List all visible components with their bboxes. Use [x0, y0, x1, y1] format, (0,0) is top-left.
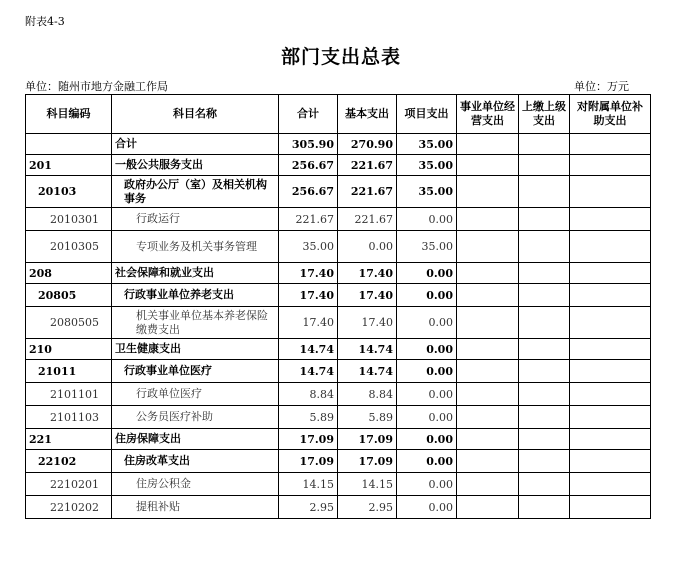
table-row: [26, 473, 651, 496]
total-cell: 17.40: [279, 307, 338, 339]
col-header-name: 科目名称: [112, 95, 279, 134]
name-cell: 行政事业单位养老支出: [112, 284, 279, 307]
project-cell: 35.00: [397, 176, 457, 208]
project-cell: 0.00: [397, 406, 457, 429]
remit-cell: [519, 339, 570, 360]
business-cell: [457, 339, 519, 360]
total-cell: 305.90: [279, 134, 338, 155]
col-header-remit: 上缴上级支出: [519, 95, 570, 134]
name-cell: 行政单位医疗: [112, 383, 279, 406]
subsidy-cell: [570, 176, 651, 208]
code-cell: 2080505: [26, 307, 112, 339]
total-cell: 14.74: [279, 339, 338, 360]
code-cell: 2010305: [26, 231, 112, 263]
code-cell: 20103: [26, 176, 112, 208]
name-cell: 专项业务及机关事务管理: [112, 231, 279, 263]
basic-cell: 221.67: [338, 208, 397, 231]
subsidy-cell: [570, 208, 651, 231]
project-cell: 35.00: [397, 231, 457, 263]
subsidy-cell: [570, 339, 651, 360]
basic-cell: 14.74: [338, 339, 397, 360]
name-cell: 行政运行: [112, 208, 279, 231]
business-cell: [457, 134, 519, 155]
project-cell: 0.00: [397, 496, 457, 519]
business-cell: [457, 360, 519, 383]
code-cell: 221: [26, 429, 112, 450]
subsidy-cell: [570, 383, 651, 406]
subsidy-cell: [570, 134, 651, 155]
remit-cell: [519, 406, 570, 429]
remit-cell: [519, 231, 570, 263]
business-cell: [457, 496, 519, 519]
code-cell: 2101103: [26, 406, 112, 429]
table-row: [26, 406, 651, 429]
name-cell: 合计: [112, 134, 279, 155]
business-cell: [457, 406, 519, 429]
remit-cell: [519, 176, 570, 208]
table-row: [26, 155, 651, 176]
basic-cell: 2.95: [338, 496, 397, 519]
total-cell: 8.84: [279, 383, 338, 406]
remit-cell: [519, 284, 570, 307]
table-row: [26, 307, 651, 339]
total-cell: 17.40: [279, 284, 338, 307]
project-cell: 0.00: [397, 208, 457, 231]
table-row: [26, 208, 651, 231]
remit-cell: [519, 307, 570, 339]
basic-cell: 8.84: [338, 383, 397, 406]
subsidy-cell: [570, 155, 651, 176]
name-cell: 住房保障支出: [112, 429, 279, 450]
col-header-project: 项目支出: [397, 95, 457, 134]
code-cell: 208: [26, 263, 112, 284]
subsidy-cell: [570, 450, 651, 473]
expenditure-table: [25, 94, 651, 519]
subsidy-cell: [570, 360, 651, 383]
remit-cell: [519, 450, 570, 473]
currency-unit: 单位：万元: [574, 80, 629, 93]
col-header-total: 合计: [279, 95, 338, 134]
remit-cell: [519, 496, 570, 519]
table-row: [26, 383, 651, 406]
page-title: 部门支出总表: [280, 46, 401, 68]
subsidy-cell: [570, 406, 651, 429]
subsidy-cell: [570, 284, 651, 307]
code-cell: 21011: [26, 360, 112, 383]
name-cell: 政府办公厅（室）及相关机构事务: [112, 176, 279, 208]
total-cell: 2.95: [279, 496, 338, 519]
remit-cell: [519, 473, 570, 496]
business-cell: [457, 307, 519, 339]
business-cell: [457, 383, 519, 406]
table-row: [26, 496, 651, 519]
total-cell: 17.09: [279, 450, 338, 473]
total-cell: 221.67: [279, 208, 338, 231]
business-cell: [457, 473, 519, 496]
business-cell: [457, 176, 519, 208]
total-cell: 17.40: [279, 263, 338, 284]
name-cell: 机关事业单位基本养老保险缴费支出: [112, 307, 279, 339]
total-cell: 14.15: [279, 473, 338, 496]
total-cell: 5.89: [279, 406, 338, 429]
table-row: [26, 339, 651, 360]
name-cell: 社会保障和就业支出: [112, 263, 279, 284]
basic-cell: 17.40: [338, 307, 397, 339]
basic-cell: 14.74: [338, 360, 397, 383]
code-cell: 20805: [26, 284, 112, 307]
project-cell: 0.00: [397, 429, 457, 450]
department-unit: 单位：随州市地方金融工作局: [25, 80, 168, 93]
table-row: [26, 450, 651, 473]
project-cell: 35.00: [397, 134, 457, 155]
basic-cell: 221.67: [338, 155, 397, 176]
remit-cell: [519, 134, 570, 155]
code-cell: 2210201: [26, 473, 112, 496]
code-cell: [26, 134, 112, 155]
basic-cell: 17.40: [338, 263, 397, 284]
code-cell: 2210202: [26, 496, 112, 519]
basic-cell: 0.00: [338, 231, 397, 263]
business-cell: [457, 284, 519, 307]
name-cell: 住房改革支出: [112, 450, 279, 473]
name-cell: 行政事业单位医疗: [112, 360, 279, 383]
subsidy-cell: [570, 231, 651, 263]
remit-cell: [519, 155, 570, 176]
basic-cell: 270.90: [338, 134, 397, 155]
basic-cell: 17.09: [338, 450, 397, 473]
table-row: [26, 284, 651, 307]
remit-cell: [519, 383, 570, 406]
col-header-business: 事业单位经营支出: [457, 95, 519, 134]
project-cell: 0.00: [397, 473, 457, 496]
name-cell: 提租补贴: [112, 496, 279, 519]
subsidy-cell: [570, 429, 651, 450]
remit-cell: [519, 360, 570, 383]
remit-cell: [519, 429, 570, 450]
code-cell: 2010301: [26, 208, 112, 231]
total-cell: 256.67: [279, 155, 338, 176]
col-header-basic: 基本支出: [338, 95, 397, 134]
table-row: [26, 231, 651, 263]
business-cell: [457, 208, 519, 231]
table-row: [26, 263, 651, 284]
code-cell: 2101101: [26, 383, 112, 406]
basic-cell: 17.40: [338, 284, 397, 307]
total-cell: 17.09: [279, 429, 338, 450]
name-cell: 公务员医疗补助: [112, 406, 279, 429]
annex-label: 附表4-3: [25, 15, 65, 28]
remit-cell: [519, 208, 570, 231]
basic-cell: 17.09: [338, 429, 397, 450]
code-cell: 201: [26, 155, 112, 176]
total-cell: 35.00: [279, 231, 338, 263]
project-cell: 35.00: [397, 155, 457, 176]
subsidy-cell: [570, 496, 651, 519]
basic-cell: 14.15: [338, 473, 397, 496]
subsidy-cell: [570, 307, 651, 339]
project-cell: 0.00: [397, 284, 457, 307]
name-cell: 一般公共服务支出: [112, 155, 279, 176]
remit-cell: [519, 263, 570, 284]
subsidy-cell: [570, 263, 651, 284]
basic-cell: 221.67: [338, 176, 397, 208]
table-row: [26, 429, 651, 450]
name-cell: 住房公积金: [112, 473, 279, 496]
table-header-row: [26, 95, 651, 134]
table-row: [26, 134, 651, 155]
col-header-subsidy: 对附属单位补助支出: [570, 95, 651, 134]
col-header-code: 科目编码: [26, 95, 112, 134]
basic-cell: 5.89: [338, 406, 397, 429]
table-row: [26, 360, 651, 383]
business-cell: [457, 263, 519, 284]
business-cell: [457, 231, 519, 263]
project-cell: 0.00: [397, 339, 457, 360]
business-cell: [457, 155, 519, 176]
code-cell: 22102: [26, 450, 112, 473]
project-cell: 0.00: [397, 263, 457, 284]
total-cell: 14.74: [279, 360, 338, 383]
project-cell: 0.00: [397, 450, 457, 473]
code-cell: 210: [26, 339, 112, 360]
name-cell: 卫生健康支出: [112, 339, 279, 360]
table-row: [26, 176, 651, 208]
total-cell: 256.67: [279, 176, 338, 208]
business-cell: [457, 429, 519, 450]
project-cell: 0.00: [397, 307, 457, 339]
project-cell: 0.00: [397, 383, 457, 406]
project-cell: 0.00: [397, 360, 457, 383]
subsidy-cell: [570, 473, 651, 496]
business-cell: [457, 450, 519, 473]
